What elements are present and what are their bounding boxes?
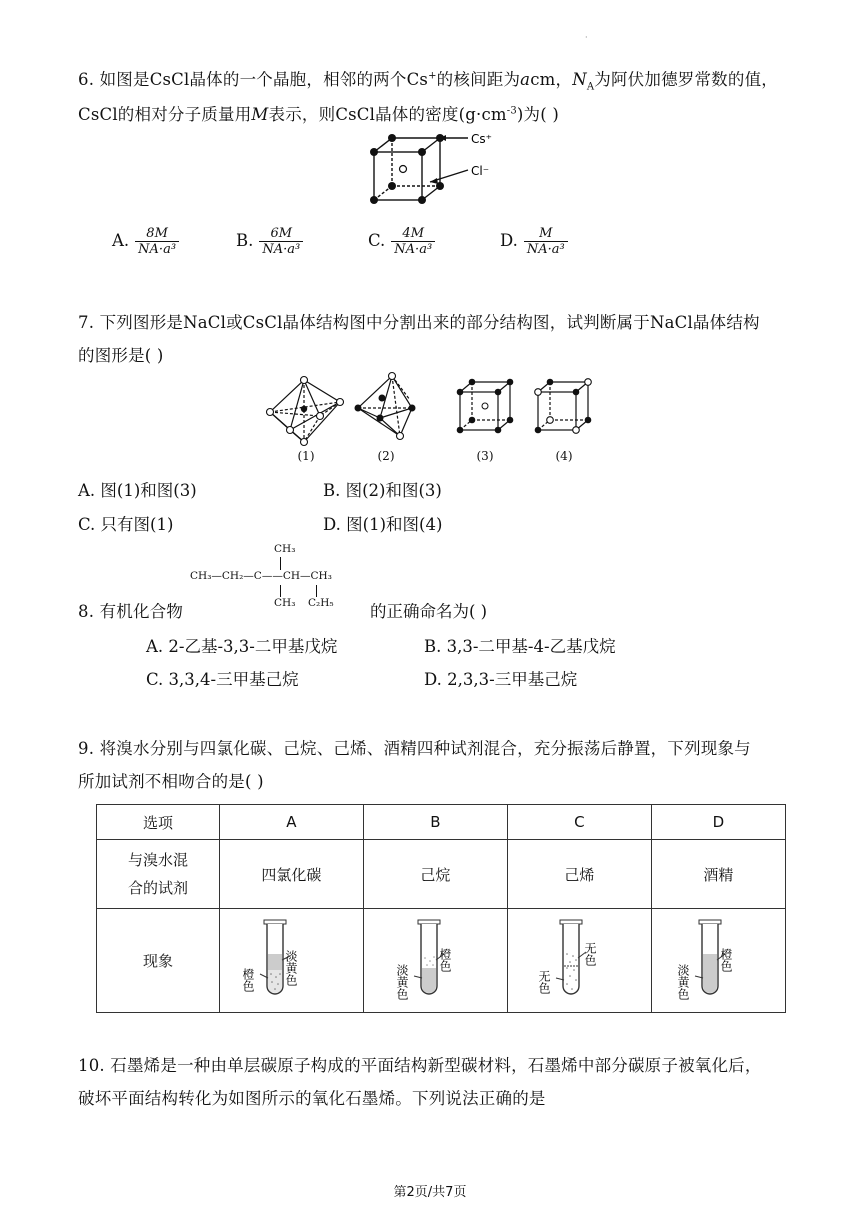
- test-tube-icon: [534, 914, 624, 1004]
- q7-stem-line2: 的图形是( ): [78, 346, 164, 365]
- row-label-reagent: 与溴水混 合的试剂: [97, 840, 220, 909]
- q8-stem-b: 的正确命名为( ): [370, 602, 488, 621]
- tube-cell: [507, 909, 651, 1013]
- q7-option-a[interactable]: A. 图(1)和图(3): [78, 481, 197, 500]
- test-tube-icon: [241, 914, 336, 1004]
- fig-label-1: (1): [297, 449, 315, 463]
- q7-option-d[interactable]: D. 图(1)和图(4): [323, 515, 443, 534]
- row-label-phenomenon: 现象: [97, 909, 220, 1013]
- q8-option-a[interactable]: A. 2-乙基-3,3-二甲基戊烷: [146, 637, 338, 656]
- cl-ion-label: Cl⁻: [471, 164, 490, 178]
- q6-stem-line1: 6. 如图是CsCl晶体的一个晶胞，相邻的两个Cs+的核间距为acm，$N_A$为阿伏加德罗常数的值，: [78, 70, 778, 93]
- svg-text:橙色: 橙色: [241, 967, 256, 992]
- table-header-cell: A: [219, 805, 363, 840]
- tube-cell: [651, 909, 785, 1013]
- svg-text:橙色: 橙色: [438, 947, 453, 972]
- fig-label-2: (2): [377, 449, 395, 463]
- q8-option-d[interactable]: D. 2,3,3-三甲基己烷: [424, 670, 578, 689]
- table-header-cell: B: [363, 805, 507, 840]
- q6-option-b[interactable]: B. $\frac{6M}{\text{NA·a³}}$: [236, 226, 303, 257]
- q8-option-b[interactable]: B. 3,3-二甲基-4-乙基戊烷: [424, 637, 616, 656]
- q7-structure-figures: [262, 372, 612, 464]
- table-header-cell: D: [651, 805, 785, 840]
- page-footer: 第2页/共7页: [393, 1185, 467, 1200]
- tube-cell: [219, 909, 363, 1013]
- table-header-cell: C: [507, 805, 651, 840]
- fig-label-4: (4): [555, 449, 573, 463]
- test-tube-icon: [673, 914, 763, 1004]
- q6-stem-line2: CsCl的相对分子质量用M表示，则CsCl晶体的密度$(g\cdot cm^{-3})$为( ): [78, 105, 559, 124]
- reagent-cell: 己烯: [507, 840, 651, 909]
- svg-text:淡黄色: 淡黄色: [676, 963, 691, 1000]
- cscl-unit-cell-figure: [360, 128, 500, 218]
- svg-text:淡黄色: 淡黄色: [284, 949, 299, 986]
- fig-label-3: (3): [476, 449, 494, 463]
- svg-text:淡黄色: 淡黄色: [395, 963, 410, 1000]
- q8-option-c[interactable]: C. 3,3,4-三甲基己烷: [146, 670, 299, 689]
- q9-stem-line1: 9. 将溴水分别与四氯化碳、己烷、己烯、酒精四种试剂混合，充分振荡后静置，下列现象与: [78, 739, 751, 758]
- header-mark: ·: [585, 33, 588, 42]
- cs-ion-label: Cs⁺: [471, 132, 492, 146]
- q9-stem-line2: 所加试剂不相吻合的是( ): [78, 772, 264, 791]
- test-tube-icon: [390, 914, 480, 1004]
- svg-text:橙色: 橙色: [719, 947, 734, 972]
- q8-structural-formula: CH₃ CH₃—CH₂—C——CH—CH₃ CH₃ C₂H₅: [190, 543, 334, 609]
- q9-table: [96, 804, 786, 1013]
- tube-cell: [363, 909, 507, 1013]
- table-header-cell: 选项: [97, 805, 220, 840]
- q7-option-c[interactable]: C. 只有图(1): [78, 515, 174, 534]
- svg-text:无色: 无色: [537, 969, 552, 994]
- q6-option-a[interactable]: A. $\frac{8M}{\text{NA·a³}}$: [112, 226, 179, 257]
- q6-option-d[interactable]: D. $\frac{M}{\text{NA·a³}}$: [500, 226, 568, 257]
- reagent-cell: 己烷: [363, 840, 507, 909]
- q10-stem-line2: 破坏平面结构转化为如图所示的氧化石墨烯。下列说法正确的是: [78, 1089, 546, 1108]
- q8-stem-a: 8. 有机化合物: [78, 602, 184, 621]
- reagent-cell: 酒精: [651, 840, 785, 909]
- reagent-cell: 四氯化碳: [219, 840, 363, 909]
- q10-stem-line1: 10. 石墨烯是一种由单层碳原子构成的平面结构新型碳材料，石墨烯中部分碳原子被氧化后，: [78, 1056, 762, 1075]
- q7-option-b[interactable]: B. 图(2)和图(3): [323, 481, 442, 500]
- q7-stem-line1: 7. 下列图形是NaCl或CsCl晶体结构图中分割出来的部分结构图，试判断属于NaCl晶体结构: [78, 313, 760, 332]
- q6-option-c[interactable]: C. $\frac{4M}{\text{NA·a³}}$: [368, 226, 435, 257]
- svg-text:无色: 无色: [583, 941, 598, 966]
